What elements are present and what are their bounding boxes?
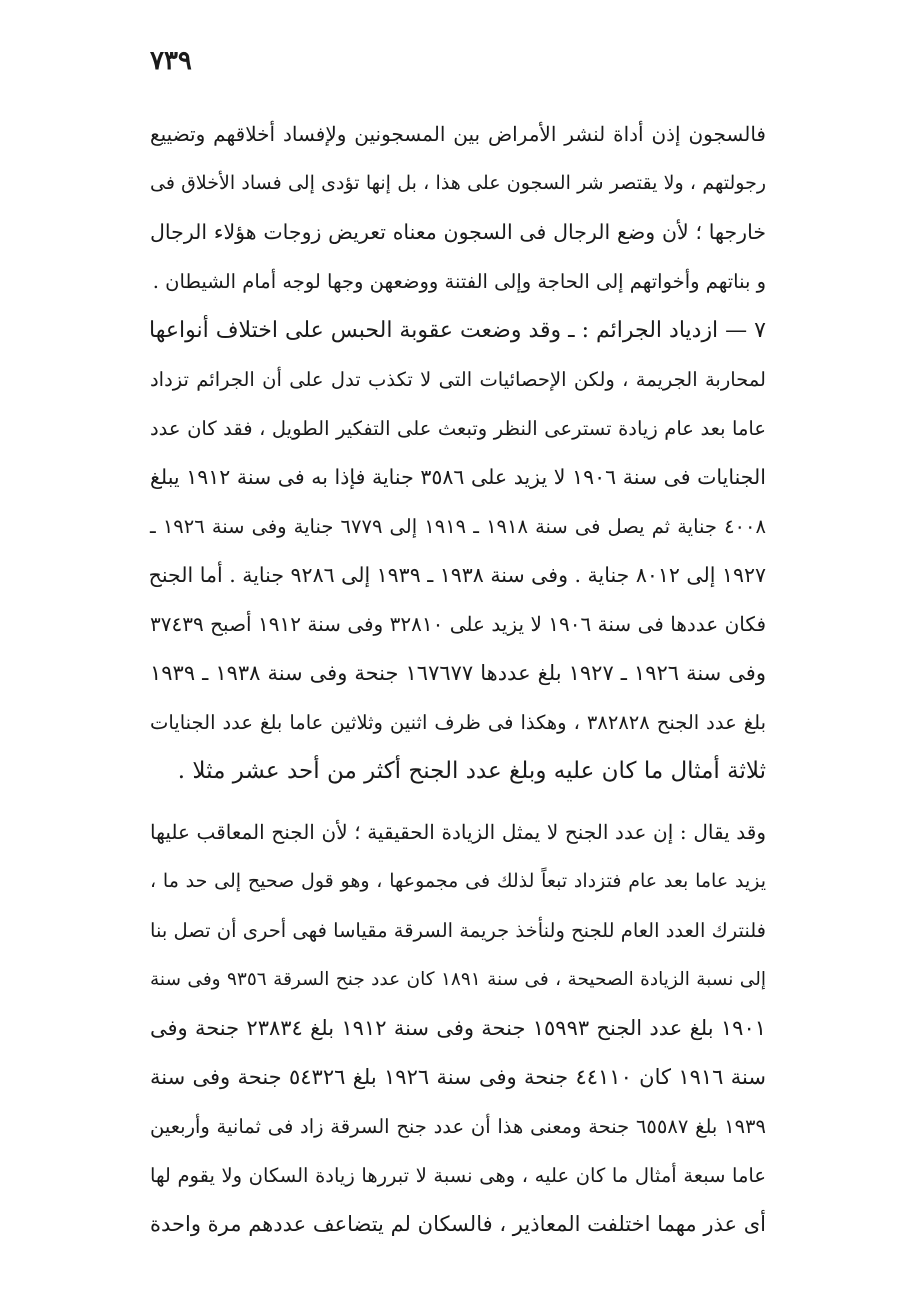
text-line: فالسجون إذن أداة لنشر الأمراض بين المسجونين ولإفساد أخلاقهم وتضييع: [150, 122, 766, 146]
text-line: فلنترك العدد العام للجنح ولنأخذ جريمة السرقة مقياسا فهى أحرى أن تصل بنا: [150, 919, 766, 942]
text-line: فكان عددها فى سنة ١٩٠٦ لا يزيد على ٣٢٨١٠ وفى سنة ١٩١٢ أصبح ٣٧٤٣٩: [150, 612, 767, 636]
text-line: و بناتهم وأخواتهم إلى الحاجة وإلى الفتنة ووضعهن وجها لوجه أمام الشيطان .: [152, 270, 766, 293]
text-line: بلغ عدد الجنح ٣٨٢٨٢٨ ، وهكذا فى ظرف اثنين وثلاثين عاما بلغ عدد الجنايات: [150, 711, 766, 734]
text-line: رجولتهم ، ولا يقتصر شر السجون على هذا ، بل إنها تؤدى إلى فساد الأخلاق فى: [150, 172, 766, 194]
text-line: سنة ١٩١٦ كان ٤٤١١٠ جنحة وفى سنة ١٩٢٦ بلغ ٥٤٣٢٦ جنحة وفى سنة: [150, 1065, 766, 1089]
text-line: ٧ — ازدياد الجرائم : ـ وقد وضعت عقوبة الحبس على اختلاف أنواعها: [149, 318, 766, 343]
text-line: أى عذر مهما اختلفت المعاذير ، فالسكان لم يتضاعف عددهم مرة واحدة: [150, 1212, 766, 1236]
text-line: يزيد عاما بعد عام فتزداد تبعاً لذلك فى مجموعها ، وهو قول صحيح إلى حد ما ،: [150, 870, 766, 892]
text-line: عاما سبعة أمثال ما كان عليه ، وهى نسبة لا تبررها زيادة السكان ولا يقوم لها: [150, 1164, 766, 1187]
paragraph-2: [150, 808, 766, 1249]
text-line: عاما بعد عام زيادة تسترعى النظر وتبعث على التفكير الطويل ، فقد كان عدد: [150, 417, 766, 440]
text-line: خارجها ؛ لأن وضع الرجال فى السجون معناه تعريض زوجات هؤلاء الرجال: [150, 220, 766, 244]
text-line: إلى نسبة الزيادة الصحيحة ، فى سنة ١٨٩١ كان عدد جنح السرقة ٩٣٥٦ وفى سنة: [150, 969, 766, 990]
text-line: ٤٠٠٨ جناية ثم يصل فى سنة ١٩١٨ ـ ١٩١٩ إلى ٦٧٧٩ جناية وفى سنة ١٩٢٦ ـ: [150, 515, 766, 538]
paragraph-1: [150, 110, 766, 796]
text-line: وقد يقال : إن عدد الجنح لا يمثل الزيادة الحقيقية ؛ لأن الجنح المعاقب عليها: [150, 820, 766, 844]
text-line: ١٩٠١ بلغ عدد الجنح ١٥٩٩٣ جنحة وفى سنة ١٩١٢ بلغ ٢٣٨٣٤ جنحة وفى: [150, 1016, 767, 1040]
text-line: ١٩٢٧ إلى ٨٠١٢ جناية . وفى سنة ١٩٣٨ ـ ١٩٣٩ إلى ٩٢٨٦ جناية . أما الجنح: [148, 563, 766, 587]
page-number: ٧٣٩: [150, 46, 192, 76]
text-line: لمحاربة الجريمة ، ولكن الإحصائيات التى لا تكذب تدل على أن الجرائم تزداد: [150, 368, 766, 391]
text-line: الجنايات فى سنة ١٩٠٦ لا يزيد على ٣٥٨٦ جناية فإذا به فى سنة ١٩١٢ يبلغ: [150, 465, 766, 489]
text-line: ١٩٣٩ بلغ ٦٥٥٨٧ جنحة ومعنى هذا أن عدد جنح السرقة زاد فى ثمانية وأربعين: [150, 1115, 766, 1138]
text-line: وفى سنة ١٩٢٦ ـ ١٩٢٧ بلغ عددها ١٦٧٦٧٧ جنحة وفى سنة ١٩٣٨ ـ ١٩٣٩: [150, 661, 766, 685]
text-line: ثلاثة أمثال ما كان عليه وبلغ عدد الجنح أكثر من أحد عشر مثلا .: [177, 758, 766, 784]
